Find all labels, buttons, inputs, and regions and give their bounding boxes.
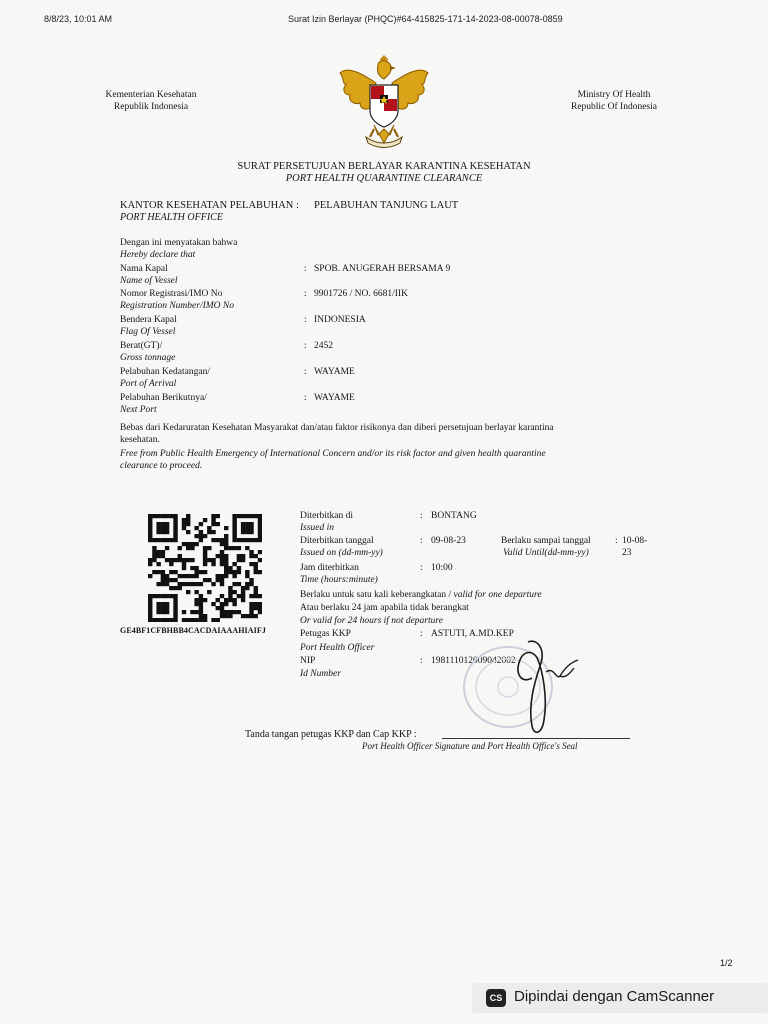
time-value: 10:00 (431, 563, 453, 573)
officer-colon: : (420, 629, 423, 639)
valid-until-value-2: 23 (622, 548, 632, 558)
time-label: Jam diterbitkan (300, 563, 359, 573)
field-colon: : (304, 367, 307, 377)
statement-id-line1: Bebas dari Kedaruratan Kesehatan Masyarakat dan/atau faktor risikonya dan diberi persetujuan berlayar karantina (120, 423, 554, 433)
garuda-emblem-icon (336, 55, 432, 151)
field-label-en: Gross tonnage (120, 353, 176, 363)
field-colon: : (304, 341, 307, 351)
issued-on-colon: : (420, 536, 423, 546)
issued-in-colon: : (420, 511, 423, 521)
valid-until-colon: : (615, 536, 618, 546)
field-colon: : (304, 264, 307, 274)
ministry-left-line2: Republik Indonesia (113, 102, 189, 112)
time-label-en: Time (hours:minute) (300, 575, 378, 585)
validity-line1 (300, 590, 542, 600)
field-label-en: Registration Number/IMO No (120, 301, 234, 311)
ministry-left-line1: Kementerian Kesehatan (105, 90, 197, 100)
issued-in-label: Diterbitkan di (300, 511, 354, 521)
field-label-en: Port of Arrival (120, 379, 177, 389)
ministry-left (92, 89, 210, 113)
nip-colon: : (420, 656, 423, 666)
nip-label-en: Id Number (300, 669, 341, 679)
statement-en-line1: Free from Public Health Emergency of International Concern and/or its risk factor and given health quarantine (120, 449, 546, 459)
ministry-right (558, 89, 670, 113)
issued-on-value: 09-08-23 (431, 536, 466, 546)
ministry-right-line2: Republic Of Indonesia (570, 102, 657, 112)
qr-code-text: GE4BF1CFBHBB4CACDAIAAAHIAIFJ (120, 626, 266, 635)
field-colon: : (304, 393, 307, 403)
field-colon: : (304, 315, 307, 325)
office-label-en: PORT HEALTH OFFICE (120, 212, 223, 223)
field-label: Berat(GT)/ (120, 341, 163, 351)
field-label: Pelabuhan Kedatangan/ (120, 367, 210, 377)
field-label: Nama Kapal (120, 264, 168, 274)
officer-label: Petugas KKP (300, 629, 351, 639)
issued-on-label: Diterbitkan tanggal (300, 536, 374, 546)
field-value: 2452 (314, 341, 333, 351)
ministry-right-line1: Ministry Of Health (577, 90, 651, 100)
field-value: SPOB. ANUGERAH BERSAMA 9 (314, 264, 451, 274)
document-title: SURAT PERSETUJUAN BERLAYAR KARANTINA KESEHATAN (237, 161, 531, 172)
nip-label: NIP (300, 656, 316, 666)
camscanner-text: Dipindai dengan CamScanner (514, 988, 715, 1005)
nip-value: 198111012009042002 (431, 656, 516, 666)
print-datetime: 8/8/23, 10:01 AM (44, 14, 113, 24)
validity-line1-id: Berlaku untuk satu kali keberangkatan / (300, 590, 454, 600)
officer-label-en: Port Health Officer (300, 643, 375, 653)
office-label: KANTOR KESEHATAN PELABUHAN : (120, 200, 299, 211)
office-value: PELABUHAN TANJUNG LAUT (314, 200, 459, 211)
signature-scribble-icon (498, 636, 594, 740)
declare-label-en: Hereby declare that (120, 250, 196, 260)
page-number: 1/2 (720, 958, 733, 968)
statement-id-line2: kesehatan. (120, 435, 160, 445)
valid-until-value-1: 10-08- (622, 536, 648, 546)
declare-label: Dengan ini menyatakan bahwa (120, 238, 238, 248)
valid-until-label: Berlaku sampai tanggal (501, 536, 591, 546)
valid-until-label-en: Valid Until(dd-mm-yy) (503, 548, 589, 558)
signature-label: Tanda tangan petugas KKP dan Cap KKP : (245, 729, 417, 740)
signature-label-en: Port Health Officer Signature and Port Health Office's Seal (362, 741, 578, 751)
validity-line2-en: Or valid for 24 hours if not departure (300, 616, 443, 626)
camscanner-logo-icon: CS (486, 989, 506, 1007)
field-value: WAYAME (314, 393, 355, 403)
field-colon: : (304, 289, 307, 299)
field-label: Bendera Kapal (120, 315, 177, 325)
field-label: Pelabuhan Berikutnya/ (120, 393, 207, 403)
field-value: 9901726 / NO. 6681/IIK (314, 289, 408, 299)
field-label-en: Next Port (120, 405, 157, 415)
issued-on-label-en: Issued on (dd-mm-yy) (300, 548, 383, 558)
field-label-en: Flag Of Vessel (120, 327, 176, 337)
print-doc-title: Surat Izin Berlayar (PHQC)#64-415825-171-14-2023-08-00078-0859 (288, 14, 563, 24)
validity-line2: Atau berlaku 24 jam apabila tidak berangkat (300, 603, 469, 613)
time-colon: : (420, 563, 423, 573)
field-value: INDONESIA (314, 315, 366, 325)
issued-in-label-en: Issued in (300, 523, 335, 533)
document-subtitle: PORT HEALTH QUARANTINE CLEARANCE (285, 173, 483, 184)
field-label-en: Name of Vessel (120, 276, 178, 286)
statement-en-line2: clearance to proceed. (120, 461, 203, 471)
field-label: Nomor Registrasi/IMO No (120, 289, 223, 299)
signature-line (442, 738, 630, 739)
qr-code-icon (148, 514, 262, 622)
officer-value: ASTUTI, A.MD.KEP (431, 629, 514, 639)
validity-line1-en: valid for one departure (453, 590, 542, 600)
camscanner-watermark (472, 983, 768, 1013)
field-value: WAYAME (314, 367, 355, 377)
issued-in-value: BONTANG (431, 511, 477, 521)
